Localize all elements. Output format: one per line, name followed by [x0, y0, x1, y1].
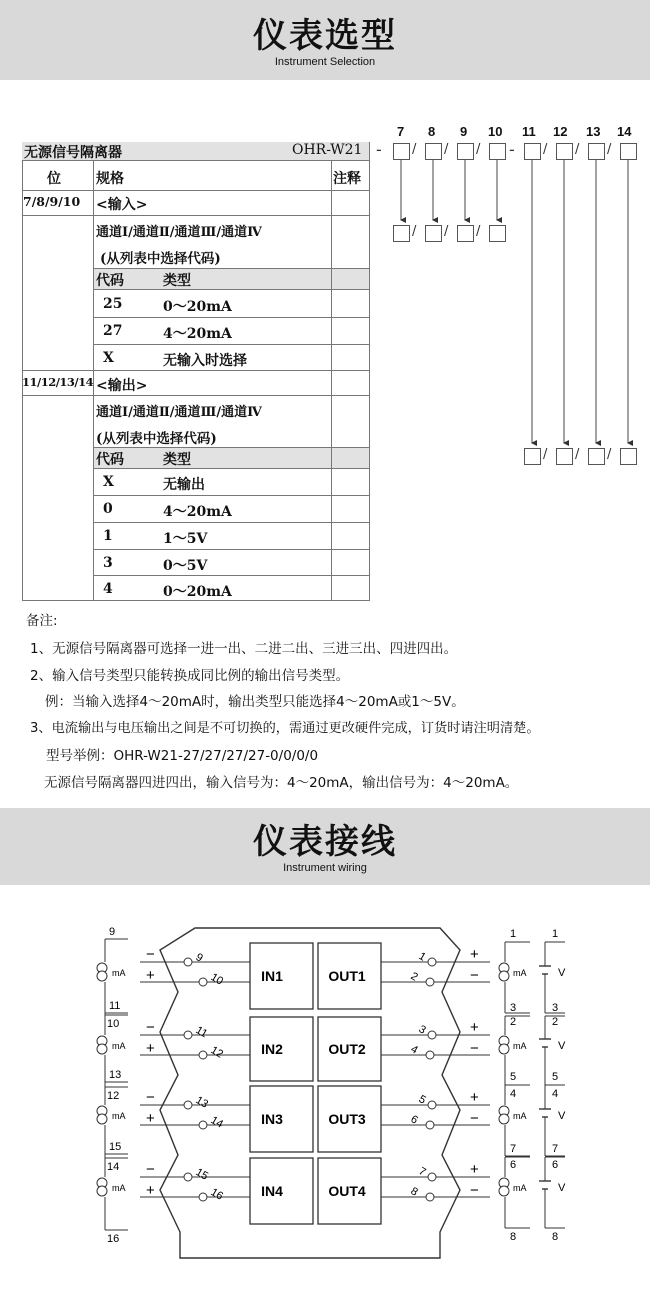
input-module-label: IN4	[261, 1183, 283, 1199]
voltage-label: 5	[552, 1071, 559, 1083]
terminal-label: 10	[208, 971, 226, 988]
code-slash: /	[412, 224, 417, 239]
terminal-8	[426, 1193, 434, 1201]
input-module-label: IN1	[261, 968, 283, 984]
terminal-label: 14	[208, 1114, 226, 1131]
voltage-label: 8	[552, 1231, 559, 1243]
code-slash: /	[444, 142, 449, 157]
code-slash: /	[607, 447, 612, 462]
code-position-7: 7	[397, 124, 405, 139]
terminal-7	[428, 1173, 436, 1181]
input-code-x: X	[103, 350, 114, 366]
terminal-3	[428, 1031, 436, 1039]
source-label: 15	[109, 1141, 122, 1153]
terminal-12	[199, 1051, 207, 1059]
ma-label: mA	[112, 1183, 126, 1193]
note-line-1: 1、无源信号隔离器可选择一进一出、二进二出、三进三出、四进四出。	[30, 641, 458, 657]
current-source-icon	[499, 1044, 509, 1054]
terminal-11	[184, 1031, 192, 1039]
input-module-label: IN2	[261, 1041, 283, 1057]
current-source-icon	[97, 1114, 107, 1124]
col-spec-header: 规格	[96, 171, 124, 187]
v-label: V	[558, 1110, 566, 1122]
ma-label: mA	[112, 1041, 126, 1051]
source-label: 3	[510, 1002, 517, 1014]
terminal-9	[184, 958, 192, 966]
product-name: 无源信号隔离器	[24, 145, 122, 161]
source-label: 12	[107, 1090, 120, 1102]
code-slash: /	[575, 447, 580, 462]
note-line-6: 无源信号隔离器四进四出，输入信号为：4～20mA，输出信号为：4～20mA。	[44, 775, 519, 791]
source-label: 1	[510, 928, 517, 940]
terminal-label: 9	[193, 951, 205, 965]
code-position-14: 14	[617, 124, 632, 139]
note-line-2: 2、输入信号类型只能转换成同比例的输出信号类型。	[30, 668, 350, 684]
input-type-25: 0～20mA	[163, 299, 232, 315]
current-source-icon	[97, 1044, 107, 1054]
source-label: 5	[510, 1071, 517, 1083]
source-label: 14	[107, 1161, 120, 1173]
ma-label: mA	[513, 1111, 527, 1121]
output-code-header: 代码	[96, 452, 124, 468]
source-label: 6	[510, 1159, 517, 1171]
minus-sign: −	[470, 1110, 479, 1127]
current-source-icon	[97, 971, 107, 981]
terminal-label: 1	[416, 950, 428, 964]
v-label: V	[558, 1182, 566, 1194]
col-position-header: 位	[47, 171, 61, 187]
output-module-label: OUT1	[328, 968, 366, 984]
terminal-label: 3	[416, 1023, 428, 1037]
code-slash: /	[476, 142, 481, 157]
voltage-label: 7	[552, 1143, 559, 1155]
current-source-icon	[499, 971, 509, 981]
minus-sign: −	[146, 1089, 155, 1106]
code-dash-1: -	[376, 140, 382, 159]
terminal-label: 6	[408, 1113, 420, 1127]
code-slash: /	[444, 224, 449, 239]
code-slash: /	[607, 142, 612, 157]
output-module-label: OUT4	[328, 1183, 366, 1199]
current-source-icon	[499, 1186, 509, 1196]
note-line-5: 型号举例：OHR-W21-27/27/27/27-0/0/0/0	[46, 748, 319, 764]
terminal-label: 2	[408, 970, 420, 984]
plus-sign: +	[470, 946, 479, 963]
plus-sign: +	[146, 1182, 155, 1199]
minus-sign: −	[146, 1019, 155, 1036]
input-type-27: 4～20mA	[163, 326, 232, 342]
selection-title: 仪表选型	[253, 16, 397, 56]
ma-label: mA	[513, 1183, 527, 1193]
note-line-4: 3、电流输出与电压输出之间是不可切换的，需通过更改硬件完成，订货时请注明清楚。	[30, 721, 540, 736]
terminal-label: 15	[193, 1166, 211, 1183]
source-label: 7	[510, 1143, 517, 1155]
output-code-x: X	[103, 474, 114, 490]
source-label: 10	[107, 1018, 120, 1030]
plus-sign: +	[470, 1019, 479, 1036]
voltage-label: 1	[552, 928, 559, 940]
input-label: <输入>	[96, 197, 148, 213]
source-label: 2	[510, 1016, 517, 1028]
input-channels: 通道Ⅰ/通道Ⅱ/通道Ⅲ/通道Ⅳ	[96, 225, 262, 240]
output-type-header: 类型	[163, 452, 191, 468]
output-type-0: 4～20mA	[163, 504, 232, 520]
terminal-5	[428, 1101, 436, 1109]
input-positions: 7/8/9/10	[23, 194, 81, 209]
plus-sign: +	[470, 1161, 479, 1178]
terminal-label: 7	[416, 1165, 428, 1179]
source-label: 8	[510, 1231, 517, 1243]
code-position-12: 12	[553, 124, 568, 139]
voltage-label: 4	[552, 1088, 559, 1100]
plus-sign: +	[146, 1040, 155, 1057]
terminal-14	[199, 1121, 207, 1129]
code-position-8: 8	[428, 124, 436, 139]
output-type-4: 0～20mA	[163, 584, 232, 600]
code-slash: /	[575, 142, 580, 157]
output-type-3: 0～5V	[163, 558, 208, 574]
terminal-16	[199, 1193, 207, 1201]
output-hint: (从列表中选择代码)	[96, 431, 217, 447]
terminal-label: 4	[408, 1043, 420, 1057]
selection-subtitle: Instrument Selection	[274, 56, 376, 68]
source-label: 13	[109, 1069, 122, 1081]
minus-sign: −	[146, 946, 155, 963]
model-code: OHR-W21	[292, 142, 363, 158]
input-type-header: 类型	[163, 273, 191, 289]
output-code-1: 1	[103, 528, 113, 544]
output-type-1: 1～5V	[163, 531, 208, 547]
output-module-label: OUT2	[328, 1041, 366, 1057]
terminal-label: 13	[193, 1094, 211, 1111]
plus-sign: +	[146, 1110, 155, 1127]
output-type-x: 无输出	[163, 477, 205, 493]
current-source-icon	[97, 1186, 107, 1196]
terminal-label: 12	[208, 1044, 226, 1061]
input-type-x: 无输入时选择	[163, 353, 247, 369]
input-hint: (从列表中选择代码)	[100, 251, 221, 267]
source-label: 11	[109, 1000, 121, 1012]
col-note-header: 注释	[333, 171, 361, 187]
terminal-10	[199, 978, 207, 986]
input-code-25: 25	[103, 296, 123, 312]
terminal-label: 8	[408, 1185, 420, 1199]
ma-label: mA	[513, 968, 527, 978]
output-module-label: OUT3	[328, 1111, 366, 1127]
code-dash-2: -	[509, 140, 515, 159]
output-code-3: 3	[103, 555, 113, 571]
plus-sign: +	[146, 967, 155, 984]
source-label: 16	[107, 1233, 120, 1245]
output-code-0: 0	[103, 501, 113, 517]
source-label: 9	[109, 926, 116, 938]
code-slash: /	[476, 224, 481, 239]
input-code-27: 27	[103, 323, 123, 339]
terminal-6	[426, 1121, 434, 1129]
ma-label: mA	[513, 1041, 527, 1051]
code-position-13: 13	[586, 124, 601, 139]
terminal-label: 11	[193, 1024, 210, 1041]
terminal-1	[428, 958, 436, 966]
notes-title: 备注:	[26, 613, 58, 629]
terminal-13	[184, 1101, 192, 1109]
wiring-subtitle: Instrument wiring	[283, 862, 367, 874]
minus-sign: −	[470, 1182, 479, 1199]
input-code-header: 代码	[96, 273, 124, 289]
terminal-label: 5	[416, 1093, 428, 1107]
wiring-title: 仪表接线	[253, 822, 397, 862]
output-positions: 11/12/13/14	[22, 375, 94, 389]
ma-label: mA	[112, 1111, 126, 1121]
source-label: 4	[510, 1088, 517, 1100]
code-position-11: 11	[522, 124, 536, 139]
output-channels: 通道Ⅰ/通道Ⅱ/通道Ⅲ/通道Ⅳ	[96, 405, 262, 420]
output-label: <输出>	[96, 378, 148, 394]
minus-sign: −	[470, 1040, 479, 1057]
ma-label: mA	[112, 968, 126, 978]
code-slash: /	[412, 142, 417, 157]
code-slash: /	[543, 142, 548, 157]
plus-sign: +	[470, 1089, 479, 1106]
v-label: V	[558, 1040, 566, 1052]
v-label: V	[558, 967, 566, 979]
note-line-3: 例：当输入选择4～20mA时，输出类型只能选择4～20mA或1～5V。	[45, 694, 465, 710]
minus-sign: −	[146, 1161, 155, 1178]
code-slash: /	[543, 447, 548, 462]
terminal-2	[426, 978, 434, 986]
code-position-9: 9	[460, 124, 468, 139]
current-source-icon	[499, 1114, 509, 1124]
voltage-label: 3	[552, 1002, 559, 1014]
terminal-label: 16	[208, 1186, 226, 1203]
output-code-4: 4	[103, 581, 113, 597]
terminal-4	[426, 1051, 434, 1059]
voltage-label: 6	[552, 1159, 559, 1171]
code-position-10: 10	[488, 124, 503, 139]
minus-sign: −	[470, 967, 479, 984]
input-module-label: IN3	[261, 1111, 283, 1127]
terminal-15	[184, 1173, 192, 1181]
voltage-label: 2	[552, 1016, 559, 1028]
